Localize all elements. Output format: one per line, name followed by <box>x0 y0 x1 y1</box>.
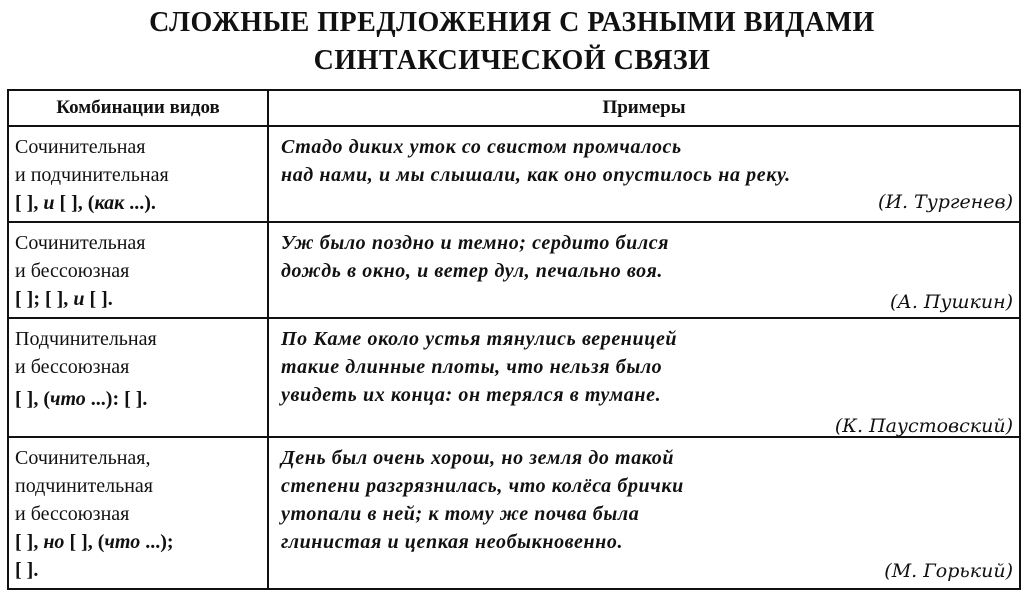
scheme-part: как <box>94 192 125 214</box>
example-author: (И. Тургенев) <box>878 191 1013 213</box>
example-line: Уж было поздно и темно; сердито бился <box>281 232 670 254</box>
example-author: (А. Пушкин) <box>890 291 1013 313</box>
table-row <box>8 318 1020 437</box>
example-line: Стадо диких уток со свистом промчалось <box>281 136 682 158</box>
example-author: (М. Горький) <box>884 560 1013 582</box>
sentence-types-table <box>7 89 1021 590</box>
scheme-part: [ ], ( <box>64 531 105 553</box>
scheme-formula <box>15 528 261 556</box>
scheme-formula-continued: [ ]. <box>15 559 39 581</box>
example-line: глинистая и цепкая необыкновенно. <box>281 531 624 553</box>
combo-line: и бессоюзная <box>15 503 130 525</box>
scheme-part: и <box>73 288 85 310</box>
header-combinations: Комбинации видов <box>8 90 268 126</box>
scheme-formula <box>15 385 261 413</box>
scheme-part: ...). <box>124 192 156 214</box>
example-text <box>281 229 1011 285</box>
example-cell <box>268 222 1020 318</box>
example-cell <box>268 126 1020 222</box>
table-header-row <box>8 90 1020 126</box>
table-row <box>8 126 1020 222</box>
combo-line: и бессоюзная <box>15 260 130 282</box>
example-author: (К. Паустовский) <box>834 415 1013 437</box>
combo-line: Сочинительная, <box>15 447 151 469</box>
combo-cell <box>8 222 268 318</box>
scheme-part: что <box>104 531 141 553</box>
combo-cell <box>8 318 268 437</box>
scheme-part: ...): [ ]. <box>85 388 148 410</box>
scheme-part: [ ], <box>15 531 44 553</box>
example-line: такие длинные плоты, что нельзя было <box>281 356 663 378</box>
scheme-part: [ ], ( <box>15 388 50 410</box>
scheme-part: но <box>43 531 65 553</box>
example-line: День был очень хорош, но земля до такой <box>281 447 675 469</box>
example-line: дождь в окно, и ветер дул, печально воя. <box>281 260 664 282</box>
combo-line: и бессоюзная <box>15 356 130 378</box>
title-line-1: СЛОЖНЫЕ ПРЕДЛОЖЕНИЯ С РАЗНЫМИ ВИДАМИ <box>149 7 875 38</box>
scheme-part: [ ], <box>15 192 44 214</box>
scheme-part: и <box>43 192 55 214</box>
example-line: По Каме около устья тянулись вереницей <box>281 328 678 350</box>
scheme-part: [ ]; [ ], <box>15 288 74 310</box>
scheme-formula <box>15 189 261 217</box>
combo-cell <box>8 126 268 222</box>
table-row <box>8 222 1020 318</box>
page-title <box>0 4 1024 80</box>
example-text <box>281 133 1011 189</box>
combo-line: подчинительная <box>15 475 153 497</box>
combo-line: Сочинительная <box>15 136 146 158</box>
combo-cell <box>8 437 268 589</box>
example-cell <box>268 437 1020 589</box>
scheme-part: ...); <box>140 531 174 553</box>
example-cell <box>268 318 1020 437</box>
example-line: над нами, и мы слышали, как оно опустилось на реку. <box>281 164 791 186</box>
title-line-2: СИНТАКСИЧЕСКОЙ СВЯЗИ <box>313 45 711 76</box>
combo-line: Сочинительная <box>15 232 146 254</box>
table-row <box>8 437 1020 589</box>
combo-line: и подчинительная <box>15 164 169 186</box>
example-text <box>281 325 1011 409</box>
scheme-part: что <box>49 388 86 410</box>
header-examples: Примеры <box>268 90 1020 126</box>
combo-line: Подчинительная <box>15 328 157 350</box>
example-text <box>281 444 1011 556</box>
scheme-part: [ ]. <box>84 288 113 310</box>
scheme-formula <box>15 285 261 313</box>
example-line: степени разгрязнилась, что колёса брички <box>281 475 684 497</box>
example-line: утопали в ней; к тому же почва была <box>281 503 640 525</box>
scheme-part: [ ], ( <box>54 192 95 214</box>
example-line: увидеть их конца: он терялся в тумане. <box>281 384 662 406</box>
